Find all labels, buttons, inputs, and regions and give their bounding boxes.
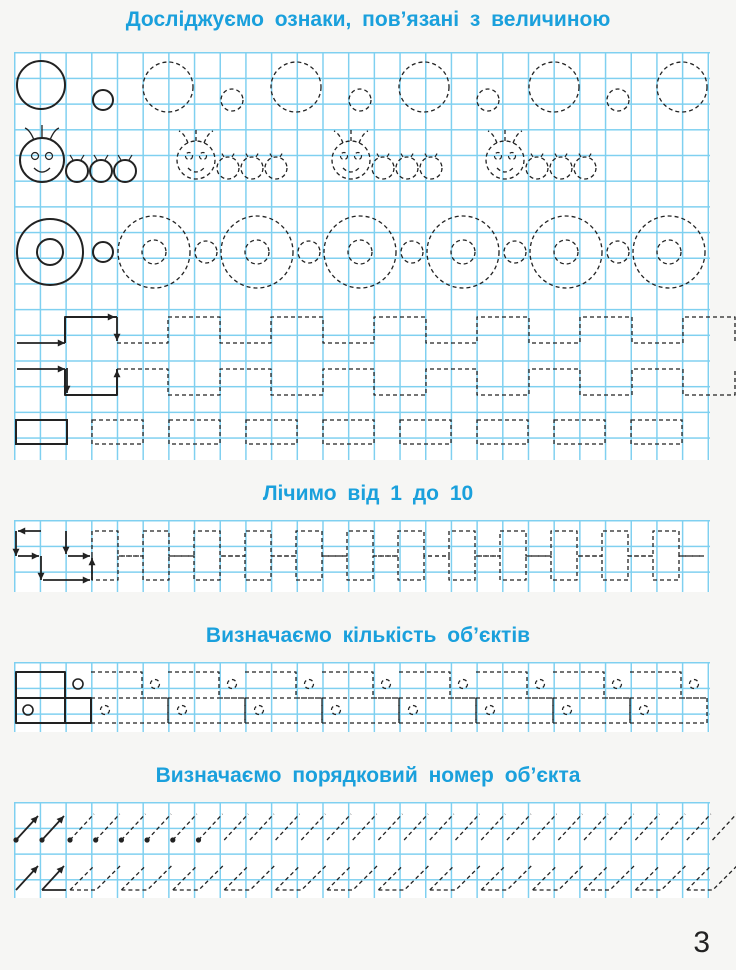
ordinal-drawing <box>14 802 710 898</box>
caterpillar-3-segment-feelers-2 <box>578 152 592 157</box>
dashed-ring-inner-0 <box>142 240 166 264</box>
arrow-right-row5-head <box>58 366 65 373</box>
dashed-diagonal-top-12 <box>378 814 402 840</box>
wave-arrow-top-head <box>108 314 115 321</box>
dashed-ring-small-4 <box>607 241 629 263</box>
ring-sample-outer <box>17 219 83 285</box>
dashed-ring-outer-0 <box>118 216 190 288</box>
dashed-rectangle-5 <box>477 420 528 444</box>
wave-arrow-down-top-head <box>114 334 121 341</box>
dashed-rectangle-7 <box>631 420 682 444</box>
caterpillar-3-segment-0 <box>526 157 548 179</box>
dashed-big-circle-4 <box>657 62 707 112</box>
caterpillar-3-segment-feelers-1 <box>554 152 568 157</box>
dashed-diagonal-top-18 <box>533 814 557 840</box>
caterpillar-3-segment-feelers-0 <box>530 152 544 157</box>
caterpillar-1-eye-right <box>200 153 207 160</box>
dashed-block-circle-top-0 <box>151 680 160 689</box>
dashed-small-circle-0 <box>221 89 243 111</box>
dashed-block-circle-top-1 <box>228 680 237 689</box>
dashed-diagonal-top-0 <box>70 814 94 840</box>
dashed-ring-small-2 <box>401 241 423 263</box>
caterpillar-2-eye-left <box>341 153 348 160</box>
caterpillar-3-head <box>486 141 524 179</box>
dashed-ring-inner-2 <box>348 240 372 264</box>
count-arrow-down-1-head <box>13 549 20 556</box>
guide-dot-2 <box>119 837 124 842</box>
dashed-ring-small-0 <box>195 241 217 263</box>
dashed-diagonal-top-25 <box>713 814 736 840</box>
count-arrow-right-3-head <box>83 553 90 560</box>
quantity-drawing <box>14 662 710 732</box>
caterpillar-1-eye-left <box>186 153 193 160</box>
dashed-small-circle-2 <box>477 89 499 111</box>
caterpillar-2-antennae <box>334 128 368 143</box>
dashed-wave-bottom <box>117 369 735 395</box>
dashed-diagonal-top-19 <box>558 814 582 840</box>
dashed-diagonal-top-11 <box>353 814 377 840</box>
caterpillar-2-segment-feelers-1 <box>400 152 414 157</box>
dashed-rectangle-1 <box>169 420 220 444</box>
dashed-block-circle-bottom-6 <box>563 706 572 715</box>
big-circle-sample <box>17 61 65 109</box>
ring-sample-inner <box>37 239 63 265</box>
caterpillar-0-antennae <box>25 125 59 140</box>
ordinal-dot-1 <box>13 837 18 842</box>
dashed-ring-small-3 <box>504 241 526 263</box>
caterpillar-1-segment-0 <box>217 157 239 179</box>
dashed-rectangle-4 <box>400 420 451 444</box>
dashed-small-circle-3 <box>607 89 629 111</box>
dashed-ring-outer-1 <box>221 216 293 288</box>
caterpillar-1-segment-1 <box>241 157 263 179</box>
guide-dot-4 <box>170 837 175 842</box>
dashed-diagonal-top-17 <box>507 814 531 840</box>
dashed-rectangle-3 <box>323 420 374 444</box>
dashed-diagonal-top-14 <box>430 814 454 840</box>
caterpillar-1-segment-feelers-0 <box>221 152 235 157</box>
dashed-diagonal-top-13 <box>404 814 428 840</box>
dashed-rectangle-2 <box>246 420 297 444</box>
dashed-ring-outer-5 <box>633 216 705 288</box>
dashed-z-shape-3 <box>224 866 274 890</box>
dashed-big-circle-3 <box>529 62 579 112</box>
arrow-right-row4-head <box>58 340 65 347</box>
dashed-diagonal-top-3 <box>147 814 171 840</box>
dashed-rectangle-6 <box>554 420 605 444</box>
size-patterns-drawing <box>14 52 710 460</box>
dashed-ring-inner-4 <box>554 240 578 264</box>
ordinal-dot-2 <box>39 837 44 842</box>
dashed-ring-outer-4 <box>530 216 602 288</box>
page-number: 3 <box>693 926 710 959</box>
dashed-big-circle-1 <box>271 62 321 112</box>
dashed-block-circle-bottom-4 <box>409 706 418 715</box>
guide-dot-3 <box>145 837 150 842</box>
dashed-block-circle-bottom-5 <box>486 706 495 715</box>
caterpillar-1-head <box>177 141 215 179</box>
dashed-z-shape-9 <box>533 866 583 890</box>
dashed-block-circle-top-3 <box>382 680 391 689</box>
caterpillar-0-head <box>20 138 64 182</box>
caterpillar-1-segment-2 <box>265 157 287 179</box>
dashed-z-shape-7 <box>430 866 480 890</box>
wave-sample-top <box>65 317 117 343</box>
rectangle-sample <box>16 420 67 444</box>
dashed-big-circle-0 <box>143 62 193 112</box>
count-arrow-right-2-head <box>83 577 90 584</box>
dashed-diagonal-top-2 <box>121 814 145 840</box>
dashed-block-circle-bottom-7 <box>640 706 649 715</box>
dashed-diagonal-top-20 <box>584 814 608 840</box>
guide-dot-5 <box>196 837 201 842</box>
section-title-ordinal: Визначаємо порядковий номер об’єкта <box>155 764 581 787</box>
dashed-diagonal-top-24 <box>687 814 711 840</box>
caterpillar-3-segment-2 <box>574 157 596 179</box>
dashed-ring-outer-3 <box>427 216 499 288</box>
dashed-z-shape-12 <box>687 866 736 890</box>
dashed-z-shape-6 <box>378 866 428 890</box>
dashed-diagonal-top-9 <box>301 814 325 840</box>
dashed-ring-outer-2 <box>324 216 396 288</box>
caterpillar-2-segment-1 <box>396 157 418 179</box>
dashed-diagonal-top-15 <box>456 814 480 840</box>
caterpillar-1-segment-feelers-1 <box>245 152 259 157</box>
dashed-ring-inner-3 <box>451 240 475 264</box>
dashed-z-shape-10 <box>584 866 634 890</box>
caterpillar-1-mouth <box>188 168 204 172</box>
dashed-block-circle-bottom-0 <box>101 706 110 715</box>
caterpillar-2-head <box>332 141 370 179</box>
dashed-z-shape-0 <box>70 866 120 890</box>
dashed-block-circle-bottom-3 <box>332 706 341 715</box>
dashed-diagonal-top-5 <box>199 814 223 840</box>
dashed-diagonal-top-21 <box>610 814 634 840</box>
caterpillar-3-eye-left <box>495 153 502 160</box>
caterpillar-2-segment-feelers-0 <box>376 152 390 157</box>
dashed-block-circle-top-7 <box>690 680 699 689</box>
caterpillar-0-mouth <box>34 168 50 172</box>
count-arrow-down-3-head <box>63 547 70 554</box>
count-arrow-down-2-head <box>38 573 45 580</box>
dashed-z-shape-11 <box>635 866 685 890</box>
dashed-block-circle-bottom-2 <box>255 706 264 715</box>
caterpillar-0-eye-left <box>32 153 39 160</box>
caterpillar-1-segment-feelers-2 <box>269 152 283 157</box>
block-sample-circle-top <box>73 679 83 689</box>
caterpillar-3-eye-right <box>509 153 516 160</box>
caterpillar-2-segment-feelers-2 <box>424 152 438 157</box>
wave-arrow-up-bottom-head <box>114 370 121 377</box>
dashed-diagonal-top-6 <box>224 814 248 840</box>
count-arrow-left-head <box>18 528 25 535</box>
caterpillar-2-segment-0 <box>372 157 394 179</box>
dashed-z-shape-4 <box>276 866 326 890</box>
dashed-z-shape-1 <box>121 866 171 890</box>
dashed-block-circle-bottom-1 <box>178 706 187 715</box>
dashed-wave-top <box>117 317 735 343</box>
guide-dot-0 <box>67 837 72 842</box>
caterpillar-2-eye-right <box>355 153 362 160</box>
caterpillar-0-segment-0 <box>66 160 88 182</box>
dashed-ring-small-1 <box>298 241 320 263</box>
dashed-diagonal-top-16 <box>481 814 505 840</box>
dashed-block-circle-top-5 <box>536 680 545 689</box>
dashed-steps-top <box>92 531 704 556</box>
section-title-counting: Лічимо від 1 до 10 <box>262 482 474 505</box>
dashed-diagonal-top-8 <box>276 814 300 840</box>
caterpillar-3-mouth <box>497 168 513 172</box>
caterpillar-0-eye-right <box>46 153 53 160</box>
dashed-z-shape-5 <box>327 866 377 890</box>
caterpillar-0-segment-1 <box>90 160 112 182</box>
count-arrow-right-1-head <box>32 553 39 560</box>
dashed-diagonal-top-23 <box>661 814 685 840</box>
dashed-ring-inner-1 <box>245 240 269 264</box>
dashed-small-circle-1 <box>349 89 371 111</box>
block-sample-circle-bottom <box>23 705 33 715</box>
caterpillar-3-antennae <box>488 128 522 143</box>
dashed-diagonal-top-4 <box>173 814 197 840</box>
dashed-rectangle-0 <box>92 420 143 444</box>
section-title-quantity: Визначаємо кількість об’єктів <box>205 624 531 647</box>
caterpillar-0-segment-2 <box>114 160 136 182</box>
dashed-diagonal-top-7 <box>250 814 274 840</box>
caterpillar-1-antennae <box>179 128 213 143</box>
dashed-ring-inner-5 <box>657 240 681 264</box>
caterpillar-3-segment-1 <box>550 157 572 179</box>
small-circle-sample <box>93 90 113 110</box>
caterpillar-2-mouth <box>343 168 359 172</box>
dashed-z-shape-2 <box>173 866 223 890</box>
dashed-diagonal-top-22 <box>635 814 659 840</box>
section-title-size: Досліджуємо ознаки, пов’язані з величиною <box>125 8 611 31</box>
dashed-block-circle-top-6 <box>613 680 622 689</box>
dashed-diagonal-top-1 <box>96 814 120 840</box>
dashed-block-circle-top-4 <box>459 680 468 689</box>
dashed-block-circle-top-2 <box>305 680 314 689</box>
counting-drawing <box>14 520 710 592</box>
dashed-z-shape-8 <box>481 866 531 890</box>
dashed-steps-bottom <box>92 556 704 580</box>
caterpillar-2-segment-2 <box>420 157 442 179</box>
dashed-diagonal-top-10 <box>327 814 351 840</box>
guide-dot-1 <box>93 837 98 842</box>
ring-sample-small <box>93 242 113 262</box>
wave-sample-bottom <box>65 369 117 395</box>
dashed-big-circle-2 <box>399 62 449 112</box>
